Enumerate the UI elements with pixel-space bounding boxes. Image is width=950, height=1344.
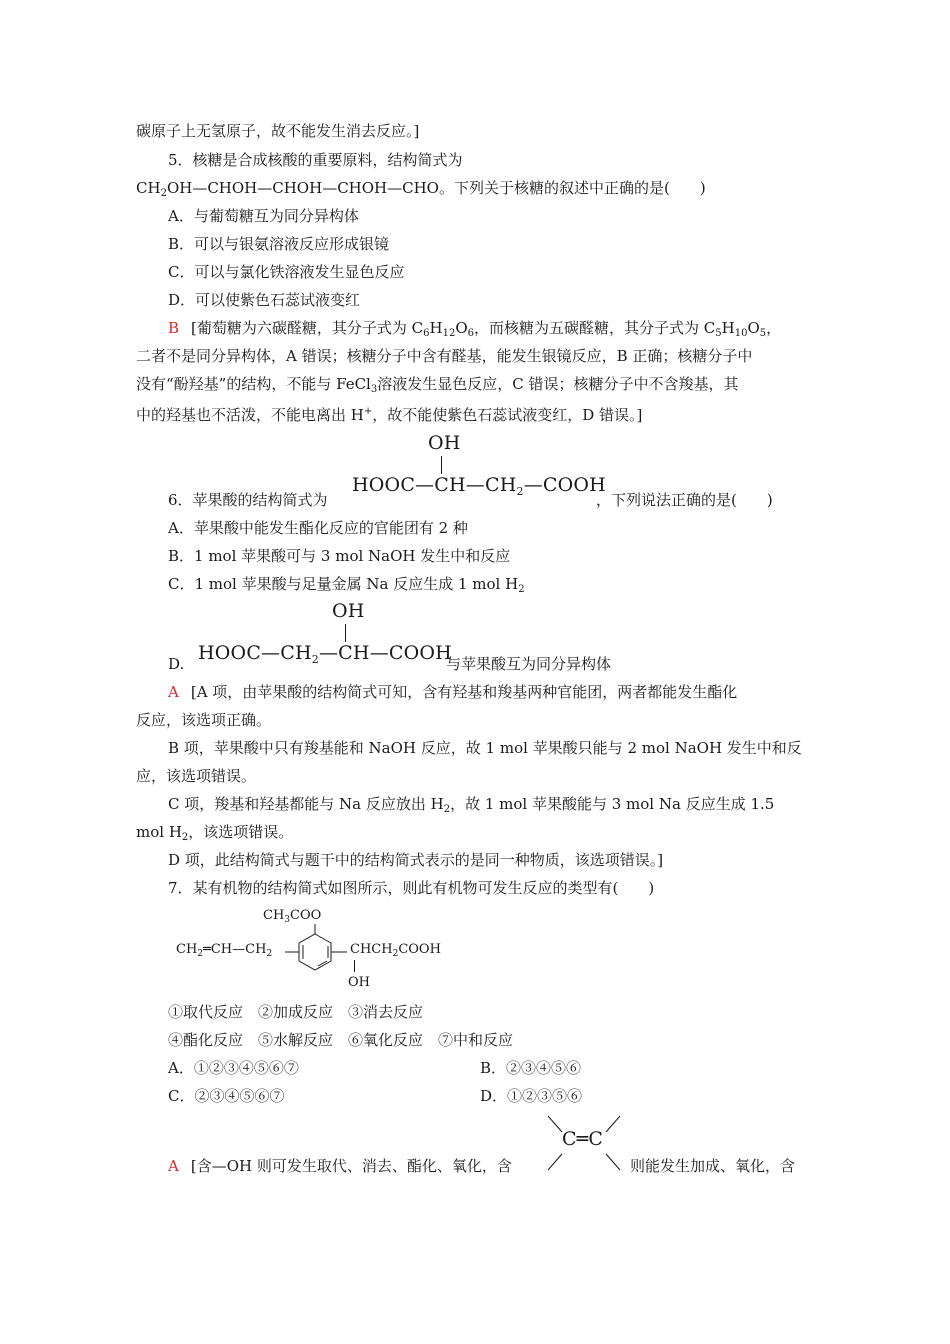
q6-option-d-label: D. — [168, 655, 185, 673]
q5-option-d: D．可以使紫色石蕊试液变红 — [168, 291, 361, 309]
q7-side-chain: $CHCH_2COOH$ — [350, 942, 441, 959]
q5-explanation-4: 中的羟基也不活泼，不能电离出 H+，故不能使紫色石蕊试液变红，D 错误。] — [136, 406, 643, 424]
q7-oh: OH — [348, 975, 370, 990]
q5-option-c: C．可以与氯化铁溶液发生显色反应 — [168, 263, 405, 281]
q7-option-b: B．②③④⑤⑥ — [480, 1059, 582, 1077]
struct2-bond — [345, 624, 346, 642]
q6-option-a: A．苹果酸中能发生酯化反应的官能团有 2 种 — [168, 519, 468, 537]
struct2-oh: OH — [332, 600, 365, 622]
alkene-cc: C═C — [562, 1128, 604, 1150]
q6-stem-suffix: ，下列说法正确的是( ) — [596, 491, 773, 509]
q6-option-d-text: 与苹果酸互为同分异构体 — [446, 655, 612, 673]
q7-explanation-part1: A [含—OH 则可发生取代、消去、酯化、氧化，含 — [168, 1157, 512, 1175]
q5-option-a: A．与葡萄糖互为同分异构体 — [168, 207, 359, 225]
q6-explanation-b2: 应，该选项错误。 — [136, 767, 257, 785]
q7-answer: A — [168, 1157, 179, 1175]
q5-formula: $CH_2OH—CHOH—CHOH—CHOH—CHO$。下列关于核糖的叙述中正确的是( ) — [136, 179, 706, 199]
struct1-oh: OH — [428, 432, 461, 454]
q6-explanation-d: D 项，此结构简式与题干中的结构简式表示的是同一种物质，该选项错误。] — [168, 851, 664, 869]
q7-acetoxy-group: $CH_3COO$ — [263, 908, 322, 925]
q5-option-b: B．可以与银氨溶液反应形成银镜 — [168, 235, 390, 253]
q6-answer: A — [168, 683, 179, 701]
q6-explanation-a1: A [A 项，由苹果酸的结构简式可知，含有羟基和羧基两种官能团，两者都能发生酯化 — [168, 683, 738, 701]
q5-answer: B — [168, 319, 180, 337]
q7-explanation-part2: 则能发生加成、氧化，含 — [630, 1157, 796, 1175]
q6-explanation-c1: C 项，羧基和羟基都能与 Na 反应放出 $H_2$，故 1 mol 苹果酸能与 3 mol Na 反应生成 1.5 — [168, 795, 775, 815]
q7-oh-bond — [354, 960, 355, 972]
q6-explanation-c2: mol $H_2$，该选项错误。 — [136, 823, 294, 843]
struct1-chain: $HOOC—CH—CH_2—COOH$ — [352, 474, 606, 498]
q7-option-d: D．①②③⑤⑥ — [480, 1087, 583, 1105]
q6-option-c: C．1 mol 苹果酸与足量金属 Na 反应生成 1 mol $H_2$ — [168, 575, 525, 595]
q5-stem: 5．核糖是合成核酸的重要原料，结构简式为 — [168, 151, 463, 169]
q7-reaction-types-2: ④酯化反应 ⑤水解反应 ⑥氧化反应 ⑦中和反应 — [168, 1031, 514, 1049]
q5-explanation-3: 没有“酚羟基”的结构，不能与 FeCl$_3$溶液发生显色反应，C 错误；核糖分子中不含羧基，其 — [136, 375, 739, 395]
q6-explanation-b1: B 项，苹果酸中只有羧基能和 NaOH 反应，故 1 mol 苹果酸只能与 2 mol NaOH 发生中和反 — [168, 739, 802, 757]
q7-option-c: C．②③④⑤⑥⑦ — [168, 1087, 285, 1105]
q7-allyl-group: $CH_2═CH—CH_2$ — [176, 942, 273, 959]
q6-stem-prefix: 6．苹果酸的结构简式为 — [168, 491, 328, 509]
struct2-chain: $HOOC—CH_2—CH—COOH$ — [198, 642, 452, 666]
q7-stem: 7．某有机物的结构简式如图所示，则此有机物可发生反应的类型有( ) — [168, 879, 655, 897]
q6-option-b: B．1 mol 苹果酸可与 3 mol NaOH 发生中和反应 — [168, 547, 511, 565]
q6-explanation-a2: 反应，该选项正确。 — [136, 711, 272, 729]
q7-option-a: A．①②③④⑤⑥⑦ — [168, 1059, 299, 1077]
q5-explanation-1: B [葡萄糖为六碳醛糖，其分子式为 $C_6H_{12}O_6$，而核糖为五碳醛糖，其分子式为 $C_5H_{10}O_5$， — [168, 319, 782, 339]
q5-explanation-2: 二者不是同分异构体，A 错误；核糖分子中含有醛基，能发生银镜反应，B 正确；核糖分子中 — [136, 347, 753, 365]
struct1-bond — [441, 456, 442, 474]
q7-reaction-types-1: ①取代反应 ②加成反应 ③消去反应 — [168, 1003, 424, 1021]
previous-explanation-tail: 碳原子上无氢原子，故不能发生消去反应。] — [136, 122, 420, 140]
